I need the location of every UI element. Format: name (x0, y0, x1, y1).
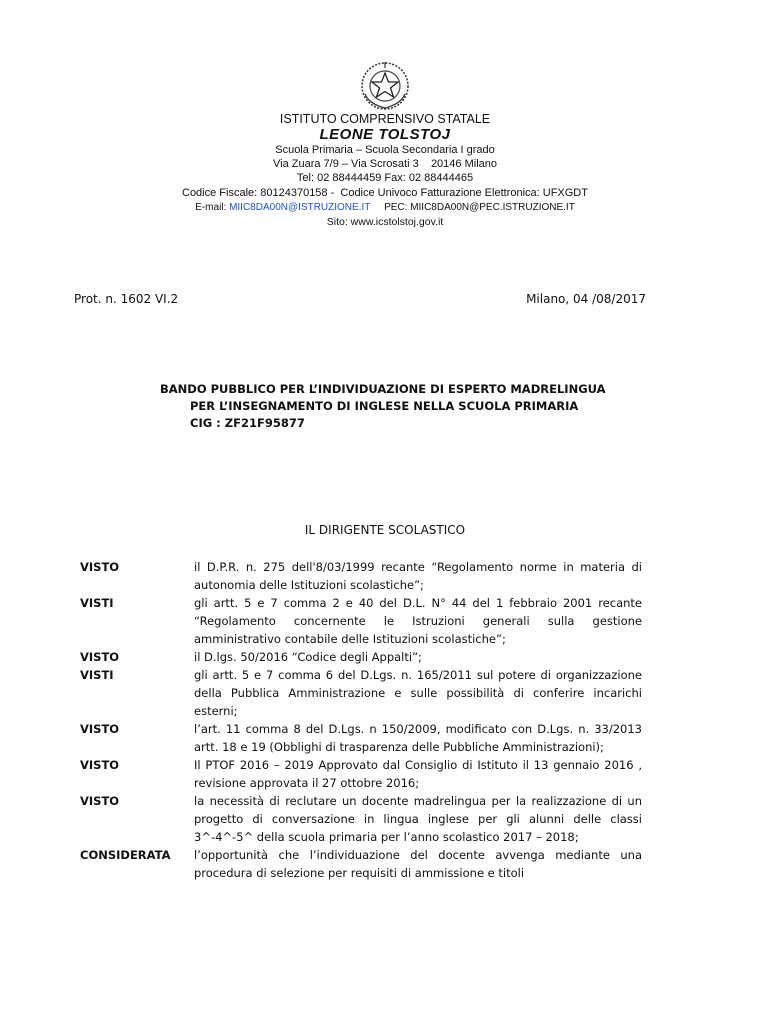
title-line-2: PER L’INSEGNAMENTO DI INGLESE NELLA SCUOLA PRIMARIA (190, 399, 579, 413)
premise-text: l’opportunità che l’individuazione del docente avvenga mediante una procedura di selezione per requisiti di ammissione e titoli (194, 848, 642, 880)
premise-item (80, 666, 642, 720)
premise-item (80, 792, 642, 846)
institute-name: LEONE TOLSTOJ (319, 126, 451, 143)
premises-list (80, 558, 642, 882)
document-title (160, 381, 606, 432)
premise-item (80, 846, 642, 882)
premise-item (80, 594, 642, 648)
institute-contacts (0, 202, 770, 213)
protocol-number: Prot. n. 1602 VI.2 (74, 292, 179, 306)
premise-label: VISTI (80, 596, 114, 610)
emblem-icon (359, 60, 411, 112)
premise-label: VISTI (80, 668, 114, 682)
premise-text: l’art. 11 comma 8 del D.Lgs. n 150/2009, modificato con D.Lgs. n. 33/2013 artt. 18 e 19 (Obblighi di trasparenza delle Pubbliche Amministrazioni); (194, 722, 642, 754)
pec-address: PEC: MIIC8DA00N@PEC.ISTRUZIONE.IT (370, 202, 575, 213)
institute-address: Via Zuara 7/9 – Via Scrosati 3 20146 Milano (272, 158, 497, 170)
premise-text: gli artt. 5 e 7 comma 6 del D.Lgs. n. 165/2011 sul potere di organizzazione della Pubblica Amministrazione e sulle possibilità di conferire incarichi esterni; (194, 668, 642, 718)
premise-text: il D.P.R. n. 275 dell'8/03/1999 recante “Regolamento norme in materia di autonomia delle Istituzioni scolastiche”; (194, 560, 642, 592)
premise-item (80, 756, 642, 792)
dirigente-heading: IL DIRIGENTE SCOLASTICO (304, 523, 466, 537)
premise-label: VISTO (80, 758, 120, 772)
premise-label: VISTO (80, 722, 120, 736)
school-levels: Scuola Primaria – Scuola Secondaria I grado (275, 144, 495, 156)
institute-type: ISTITUTO COMPRENSIVO STATALE (279, 112, 491, 126)
institute-website: Sito: www.icstolstoj.gov.it (326, 216, 444, 228)
premise-text: gli artt. 5 e 7 comma 2 e 40 del D.L. N° 44 del 1 febbraio 2001 recante “Regolamento concernente le Istruzioni generali sulla gestione amministrativo contabile delle Istituzioni scolastiche”; (194, 596, 642, 646)
title-line-1: BANDO PUBBLICO PER L’INDIVIDUAZIONE DI ESPERTO MADRELINGUA (160, 382, 606, 396)
email-label: E-mail: (195, 202, 230, 213)
institute-phone: Tel: 02 88444459 Fax: 02 88444465 (296, 172, 474, 184)
premise-label: CONSIDERATA (80, 848, 171, 862)
premise-label: VISTO (80, 560, 120, 574)
premise-item (80, 648, 642, 666)
premise-item (80, 558, 642, 594)
premise-label: VISTO (80, 650, 120, 664)
email-link[interactable]: MIIC8DA00N@ISTRUZIONE.IT (229, 202, 371, 213)
premise-text: Il PTOF 2016 – 2019 Approvato dal Consiglio di Istituto il 13 gennaio 2016 , revisione approvata il 27 ottobre 2016; (194, 758, 642, 790)
title-cig: CIG : ZF21F95877 (190, 416, 305, 430)
premise-text: la necessità di reclutare un docente madrelingua per la realizzazione di un progetto di conversazione in lingua inglese per gli alunni delle classi 3^-4^-5^ della scuola primaria per l’anno scolastico 2017 – 2018; (194, 794, 642, 844)
document-date: Milano, 04 /08/2017 (526, 292, 646, 306)
premise-text: il D.lgs. 50/2016 “Codice degli Appalti”; (194, 650, 422, 664)
institute-fiscal-code: Codice Fiscale: 80124370158 - Codice Univoco Fatturazione Elettronica: UFXGDT (182, 187, 588, 199)
premise-item (80, 720, 642, 756)
premise-label: VISTO (80, 794, 120, 808)
